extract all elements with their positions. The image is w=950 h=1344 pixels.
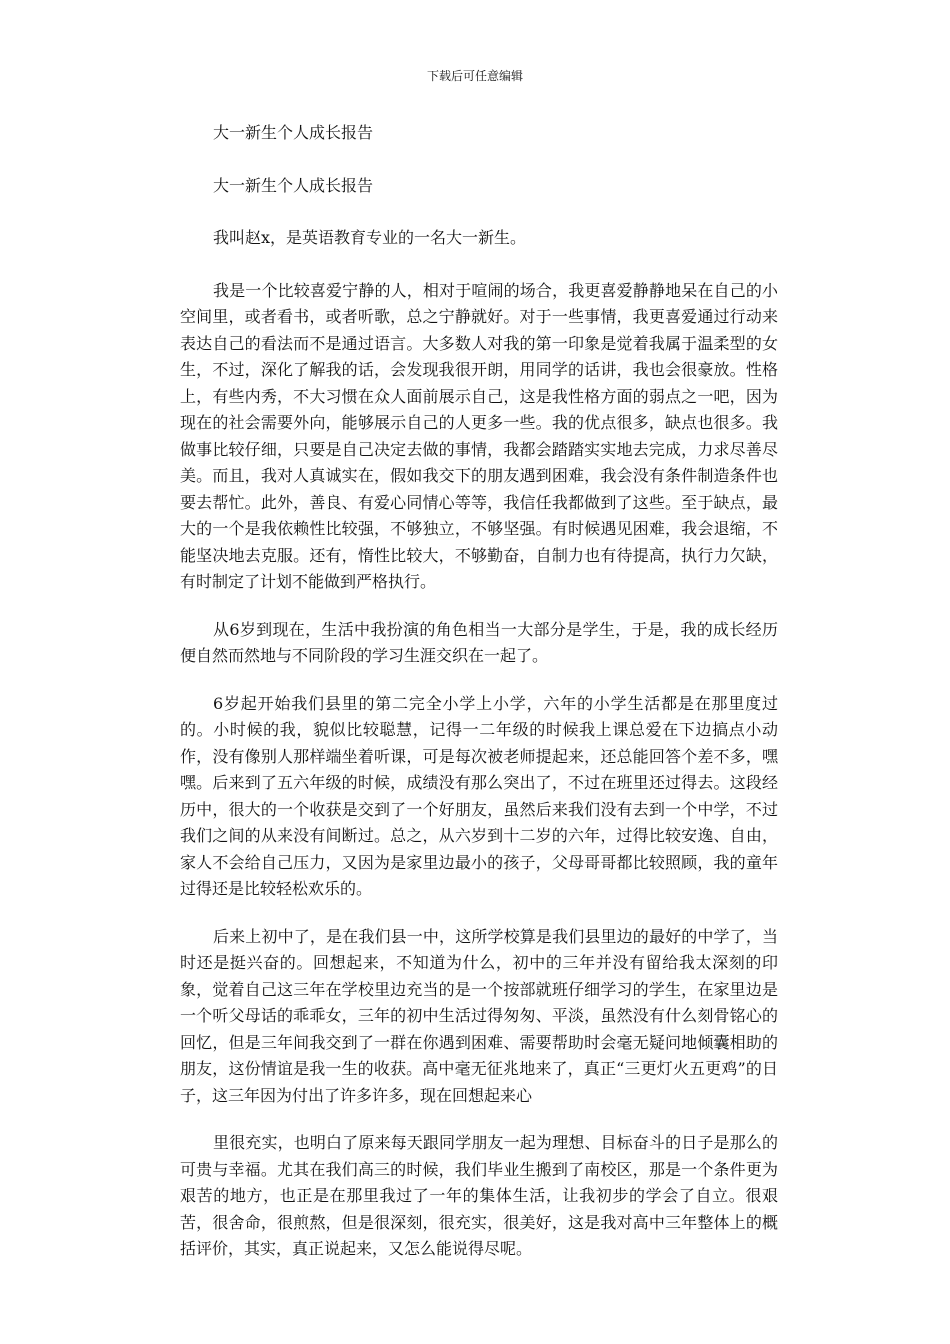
page-header-note: 下载后可任意编辑: [426, 69, 523, 83]
paragraph-high-school: 里很充实，也明白了原来每天跟同学朋友一起为理想、目标奋斗的日子是那么的可贵与幸福。尤其在我们高三的时候，我们毕业生搬到了南校区，那是一个条件更为艰苦的地方，也正是在那里我过了一年的集体生活，让我初步的学会了自立。很艰苦，很舍命，很煎熬，但是很深刻，很充实，很美好，这是我对高中三年整体上的概括评价，其实，真正说起来，又怎么能说得尽呢。: [180, 1133, 778, 1258]
paragraph-primary-school: 6岁起开始我们县里的第二完全小学上小学，六年的小学生活都是在那里度过的。小时候的我，貌似比较聪慧，记得一二年级的时候我上课总爱在下边搞点小动作，没有像别人那样端坐着听课，可是每次被老师提起来，还总能回答个差不多，嘿嘿。后来到了五六年级的时候，成绩没有那么突出了，不过在班里还过得去。这段经历中，很大的一个收获是交到了一个好朋友，虽然后来我们没有去到一个中学，不过我们之间的从来没有间断过。总之，从六岁到十二岁的六年，过得比较安逸、自由，家人不会给自己压力，又因为是家里边最小的孩子，父母哥哥都比较照顾，我的童年过得还是比较轻松欢乐的。: [180, 693, 778, 898]
paragraph-personality: 我是一个比较喜爱宁静的人，相对于喧闹的场合，我更喜爱静静地呆在自己的小空间里，或者看书，或者听歌，总之宁静就好。对于一些事情，我更喜爱通过行动来表达自己的看法而不是通过语言。大多数人对我的第一印象是觉着我属于温柔型的女生，不过，深化了解我的话，会发现我很开朗，用同学的话讲，我也会很豪放。性格上，有些内秀，不大习惯在众人面前展示自己，这是我性格方面的弱点之一吧，因为现在的社会需要外向，能够展示自己的人更多一些。我的优点很多，缺点也很多。我做事比较仔细，只要是自己决定去做的事情，我都会踏踏实实地去完成，力求尽善尽美。而且，我对人真诚实在，假如我交下的朋友遇到困难，我会没有条件制造条件也要去帮忙。此外，善良、有爱心同情心等等，我信任我都做到了这些。至于缺点，最大的一个是我依赖性比较强，不够独立，不够坚强。有时候遇见困难，我会退缩，不能坚决地去克服。还有，惰性比较大，不够勤奋，自制力也有待提高，执行力欠缺，有时制定了计划不能做到严格执行。: [180, 280, 778, 591]
document-title: 大一新生个人成长报告: [213, 123, 374, 142]
document-body: [180, 120, 778, 1284]
document-subtitle: 大一新生个人成长报告: [213, 175, 374, 195]
paragraph-middle-school: 后来上初中了，是在我们县一中，这所学校算是我们县里边的最好的中学了，当时还是挺兴奋的。回想起来，不知道为什么，初中的三年并没有留给我太深刻的印象，觉着自己这三年在学校里边充当的是一个按部就班仔细学习的学生，在家里边是一个听父母话的乖乖女，三年的初中生活过得匆匆、平淡，虽然没有什么刻骨铭心的回忆，但是三年间我交到了一群在你遇到困难、需要帮助时会毫无疑问地倾囊相助的朋友，这份情谊是我一生的收获。高中毫无征兆地来了，真正“三更灯火五更鸡”的日子，这三年因为付出了许多许多，现在回想起来心: [180, 926, 778, 1105]
paragraph-student-life: 从6岁到现在，生活中我扮演的角色相当一大部分是学生，于是，我的成长经历便自然而然地与不同阶段的学习生涯交织在一起了。: [180, 619, 778, 665]
paragraph-intro: 我叫赵x，是英语教育专业的一名大一新生。: [213, 228, 527, 247]
